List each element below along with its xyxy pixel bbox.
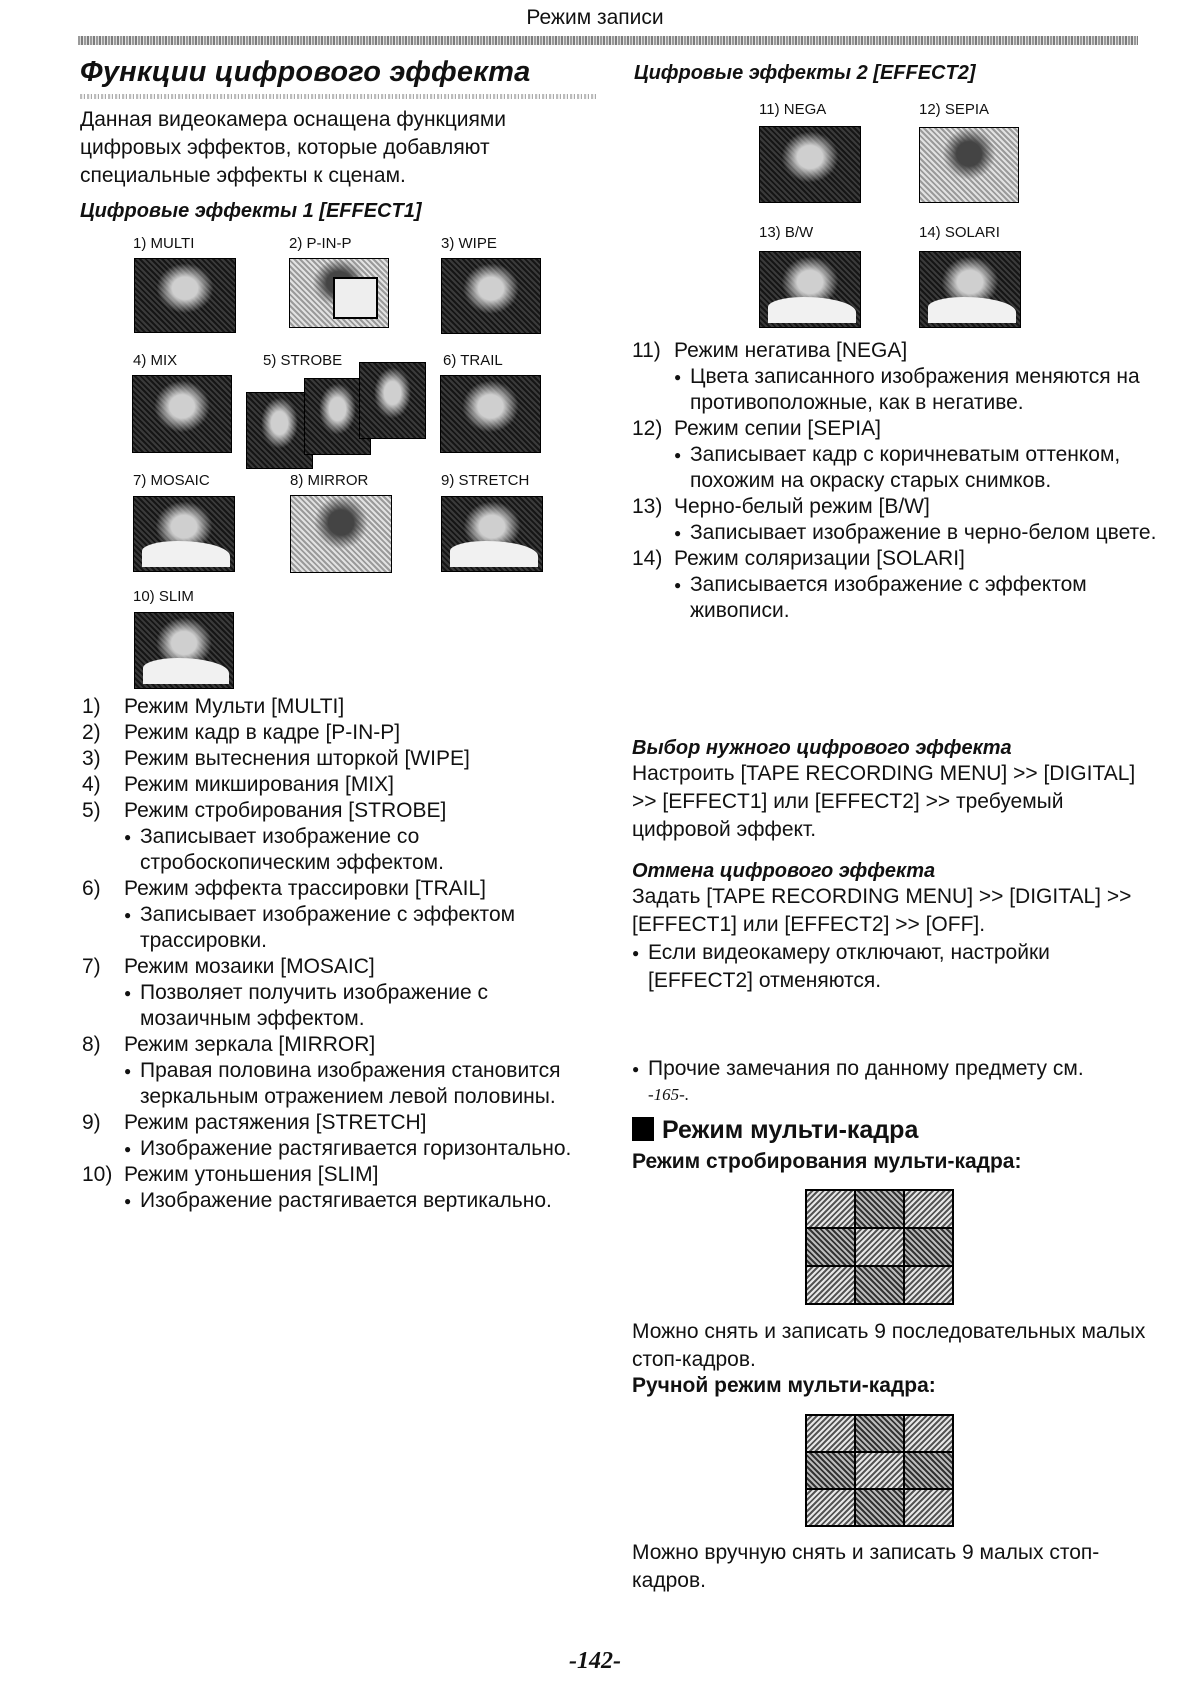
wipe-thumbnail [441, 258, 541, 334]
effect1-list [82, 694, 602, 1214]
page-reference-link[interactable]: -165-. [648, 1085, 690, 1104]
nega-thumbnail [759, 126, 861, 203]
thumb-label: 2) P-IN-P [289, 235, 352, 252]
item-text: Режим негатива [NEGA] [674, 339, 908, 362]
item-note: ● Позволяет получить изображение с мозаичным эффектом. [124, 980, 602, 1032]
item-note: ● Изображение растягивается горизонтально. [124, 1136, 602, 1162]
item-text: Режим зеркала [MIRROR] [124, 1033, 376, 1056]
mix-thumbnail [132, 375, 232, 453]
slim-thumbnail [134, 612, 234, 689]
item-note: ● Записывает кадр с коричневатым оттенком, похожим на окраску старых снимков. [674, 442, 1172, 494]
list-item [82, 798, 602, 824]
item-number: 4) [82, 773, 101, 796]
title-rule [80, 94, 596, 99]
select-effect-text: Настроить [TAPE RECORDING MENU] >> [DIGITAL] >> [EFFECT1] или [EFFECT2] >> требуемый цифровой эффект. [632, 762, 1136, 841]
page-title: Функции цифрового эффекта [80, 56, 531, 88]
effect1-heading: Цифровые эффекты 1 [EFFECT1] [80, 200, 422, 222]
item-text: Режим Мульти [MULTI] [124, 695, 345, 718]
list-item [632, 546, 1172, 572]
thumb-label: 8) MIRROR [290, 472, 369, 489]
pinp-thumbnail [289, 258, 389, 328]
list-item [82, 876, 602, 902]
item-text: Режим стробирования [STROBE] [124, 799, 447, 822]
item-number: 14) [632, 547, 663, 570]
square-bullet-icon [632, 1117, 654, 1141]
strobe-thumbnail-3 [359, 362, 426, 439]
item-text: Режим мозаики [MOSAIC] [124, 955, 375, 978]
list-item [632, 338, 1172, 364]
item-number: 10) [82, 1163, 113, 1186]
strobe-thumbnail-1 [246, 392, 313, 469]
item-text: Режим микширования [MIX] [124, 773, 395, 796]
item-note: ● Записывает изображение в черно-белом цвете. [674, 520, 1172, 546]
item-number: 1) [82, 695, 101, 718]
multi-manual-heading: Ручной режим мульти-кадра: [632, 1374, 936, 1397]
thumb-label: 9) STRETCH [441, 472, 530, 489]
other-notes [632, 1055, 1172, 1106]
solari-thumbnail [919, 251, 1021, 328]
thumb-label: 5) STROBE [263, 352, 343, 369]
item-note: ● Записывается изображение с эффектом живописи. [674, 572, 1172, 624]
list-item [82, 720, 602, 746]
cancel-effect-heading: Отмена цифрового эффекта [632, 860, 936, 882]
item-text: Режим утоньшения [SLIM] [124, 1163, 379, 1186]
thumb-label: 12) SEPIA [919, 101, 990, 118]
pinp-inset [333, 277, 378, 318]
multi-frame-heading-text: Режим мульти-кадра [662, 1116, 919, 1144]
multi-frame-heading [632, 1116, 918, 1145]
item-number: 6) [82, 877, 101, 900]
item-number: 13) [632, 495, 663, 518]
list-item [632, 494, 1172, 520]
item-number: 12) [632, 417, 663, 440]
list-item [82, 1110, 602, 1136]
list-item [82, 746, 602, 772]
multi-manual-text: Можно вручную снять и записать 9 малых стоп-кадров. [632, 1541, 1100, 1592]
sepia-thumbnail [919, 127, 1019, 203]
item-number: 8) [82, 1033, 101, 1056]
mirror-thumbnail [290, 495, 392, 573]
select-effect-heading: Выбор нужного цифрового эффекта [632, 737, 1012, 759]
select-effect-section [632, 737, 1152, 844]
header-rule [78, 36, 1138, 45]
list-item [82, 772, 602, 798]
item-text: Режим вытеснения шторкой [WIPE] [124, 747, 470, 770]
other-note-text: ● Прочие замечания по данному предмету см. [632, 1055, 1172, 1083]
multi-manual-image [805, 1414, 954, 1527]
item-note: ● Записывает изображение с эффектом трассировки. [124, 902, 602, 954]
item-note: ● Записывает изображение со стробоскопическим эффектом. [124, 824, 602, 876]
thumb-label: 1) MULTI [133, 235, 195, 252]
multi-strobe-text: Можно снять и записать 9 последовательных малых стоп-кадров. [632, 1320, 1146, 1371]
multi-strobe-heading: Режим стробирования мульти-кадра: [632, 1150, 1022, 1173]
item-number: 3) [82, 747, 101, 770]
thumb-label: 11) NEGA [759, 101, 827, 118]
thumb-label: 6) TRAIL [443, 352, 503, 369]
list-item [632, 416, 1172, 442]
cancel-effect-text: Задать [TAPE RECORDING MENU] >> [DIGITAL] >> [EFFECT1] или [EFFECT2] >> [OFF]. [632, 885, 1132, 936]
item-text: Черно-белый режим [B/W] [674, 495, 930, 518]
multi-strobe-image [805, 1189, 954, 1305]
thumb-label: 7) MOSAIC [133, 472, 210, 489]
item-number: 5) [82, 799, 101, 822]
item-number: 9) [82, 1111, 101, 1134]
page-number: -142- [569, 1648, 621, 1674]
thumb-label: 13) B/W [759, 224, 814, 241]
trail-thumbnail [440, 375, 541, 453]
item-text: Режим растяжения [STRETCH] [124, 1111, 427, 1134]
item-text: Режим кадр в кадре [P-IN-P] [124, 721, 401, 744]
cancel-effect-section [632, 860, 1152, 995]
cancel-effect-note: ● Если видеокамеру отключают, настройки [EFFECT2] отменяются. [632, 939, 1152, 995]
item-number: 2) [82, 721, 101, 744]
item-text: Режим сепии [SEPIA] [674, 417, 881, 440]
item-note: ● Изображение растягивается вертикально. [124, 1188, 602, 1214]
thumb-label: 14) SOLARI [919, 224, 1000, 241]
item-note: ● Цвета записанного изображения меняются на противоположные, как в негативе. [674, 364, 1172, 416]
running-header: Режим записи [526, 6, 664, 29]
mosaic-thumbnail [133, 496, 235, 572]
item-text: Режим эффекта трассировки [TRAIL] [124, 877, 487, 900]
item-text: Режим соляризации [SOLARI] [674, 547, 965, 570]
effect2-heading: Цифровые эффекты 2 [EFFECT2] [634, 62, 976, 84]
thumb-label: 3) WIPE [441, 235, 497, 252]
intro-paragraph: Данная видеокамера оснащена функциями цифровых эффектов, которые добавляют специальные эффекты к сценам. [80, 108, 507, 187]
item-number: 11) [632, 339, 661, 362]
item-note: ● Правая половина изображения становится зеркальным отражением левой половины. [124, 1058, 602, 1110]
stretch-thumbnail [441, 496, 543, 572]
thumb-label: 4) MIX [133, 352, 178, 369]
list-item [82, 954, 602, 980]
effect2-list [632, 338, 1172, 624]
list-item [82, 1162, 602, 1188]
item-number: 7) [82, 955, 101, 978]
list-item [82, 1032, 602, 1058]
list-item [82, 694, 602, 720]
bw-thumbnail [759, 251, 861, 328]
multi-thumbnail [134, 258, 236, 333]
thumb-label: 10) SLIM [133, 588, 194, 605]
